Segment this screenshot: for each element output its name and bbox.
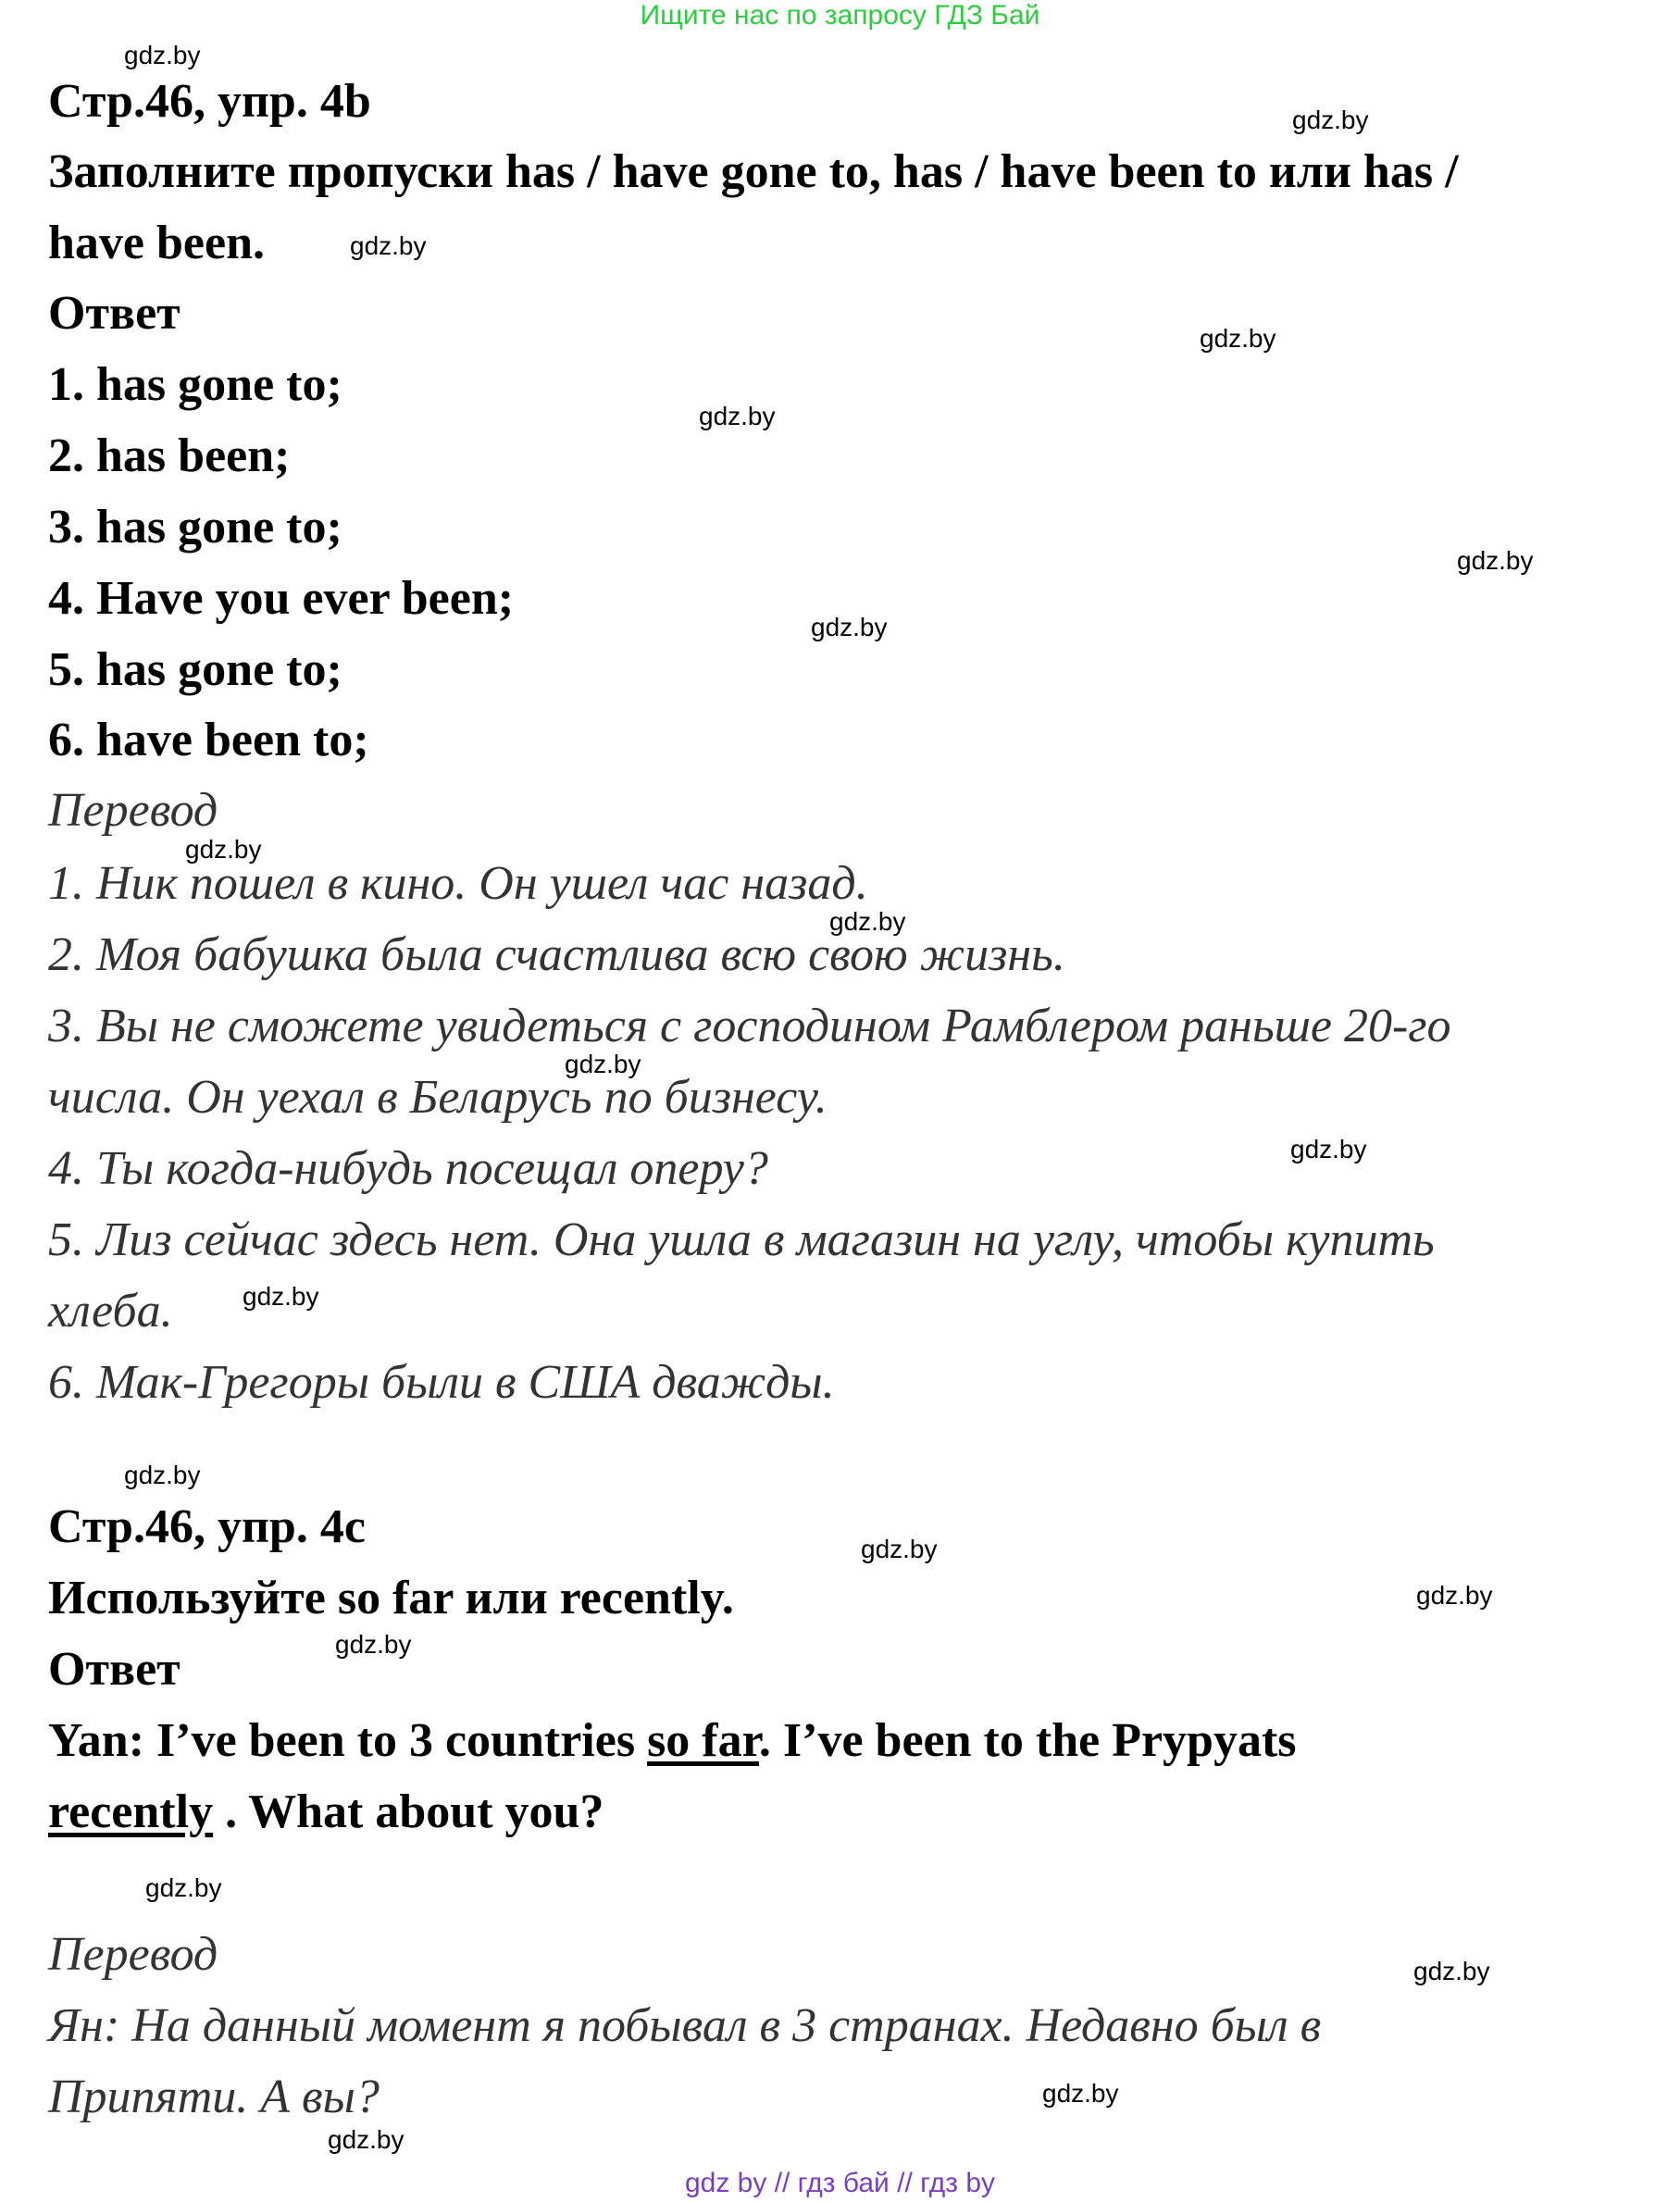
translation-line: 6. Мак-Грегоры были в США дважды. — [48, 1356, 835, 1409]
watermark: gdz.by — [1416, 1581, 1493, 1610]
watermark: gdz.by — [145, 1873, 222, 1902]
answer-item: 5. has gone to; — [48, 643, 342, 696]
section-4c-answer-line-1 — [48, 1713, 1297, 1769]
section-4c-task: Используйте so far или recently. — [48, 1572, 734, 1624]
underlined-answer-recently: recently — [48, 1785, 214, 1838]
section-4b-translation-label: Перевод — [48, 784, 218, 837]
watermark: gdz.by — [811, 613, 888, 641]
watermark: gdz.by — [1292, 106, 1369, 134]
section-4b-heading: Стр.46, упр. 4b — [48, 75, 371, 128]
watermark: gdz.by — [124, 41, 201, 69]
answer-text: Yan: I’ve been to 3 countries — [48, 1714, 648, 1767]
section-4c-answer-line-2 — [48, 1785, 604, 1840]
answer-item: 4. Have you ever been; — [48, 572, 515, 625]
section-4b-answer-label: Ответ — [48, 287, 180, 340]
watermark: gdz.by — [1413, 1957, 1490, 1985]
watermark: gdz.by — [565, 1050, 641, 1078]
watermark: gdz.by — [350, 231, 427, 260]
top-search-banner: Ищите нас по запросу ГДЗ Бай — [640, 0, 1040, 31]
watermark: gdz.by — [1200, 324, 1276, 353]
translation-line: Припяти. А вы? — [48, 2071, 380, 2123]
watermark: gdz.by — [124, 1461, 201, 1489]
answer-text: . I’ve been to the Prypyats — [758, 1714, 1297, 1767]
answer-item: 2. has been; — [48, 429, 291, 482]
watermark: gdz.by — [328, 2125, 404, 2154]
watermark: gdz.by — [861, 1535, 938, 1563]
watermark: gdz.by — [243, 1282, 319, 1311]
translation-line: 2. Моя бабушка была счастлива всю свою жизнь. — [48, 928, 1065, 981]
watermark: gdz.by — [185, 835, 262, 864]
answer-item: 3. has gone to; — [48, 501, 342, 554]
underlined-answer-so-far: so far — [647, 1714, 759, 1767]
watermark: gdz.by — [829, 907, 906, 936]
watermark: gdz.by — [1457, 546, 1534, 575]
watermark: gdz.by — [1290, 1135, 1367, 1163]
watermark: gdz.by — [1042, 2079, 1119, 2108]
answer-text: . What about you? — [213, 1785, 604, 1838]
translation-line: числа. Он уехал в Беларусь по бизнесу. — [48, 1071, 828, 1124]
section-4c-translation-label: Перевод — [48, 1928, 218, 1981]
section-4b-task-line-2: have been. — [48, 217, 265, 269]
section-4c-heading: Стр.46, упр. 4c — [48, 1500, 366, 1553]
watermark: gdz.by — [699, 402, 776, 430]
answer-item: 1. has gone to; — [48, 358, 342, 411]
footer-banner: gdz by // гдз бай // гдз by — [684, 2168, 996, 2198]
translation-line: хлеба. — [48, 1285, 173, 1337]
translation-line: Ян: На данный момент я побывал в 3 странах. Недавно был в — [48, 1999, 1322, 2052]
watermark: gdz.by — [335, 1630, 412, 1659]
translation-line: 4. Ты когда-нибудь посещал оперу? — [48, 1142, 768, 1195]
answer-item: 6. have been to; — [48, 714, 369, 766]
translation-line: 3. Вы не сможете увидеться с господином Рамблером раньше 20-го — [48, 1000, 1451, 1052]
translation-line: 5. Лиз сейчас здесь нет. Она ушла в магазин на углу, чтобы купить — [48, 1213, 1435, 1266]
translation-line: 1. Ник пошел в кино. Он ушел час назад. — [48, 857, 868, 910]
section-4b-task-line-1: Заполните пропуски has / have gone to, has / have been to или has / — [48, 145, 1459, 198]
section-4c-answer-label: Ответ — [48, 1643, 180, 1696]
